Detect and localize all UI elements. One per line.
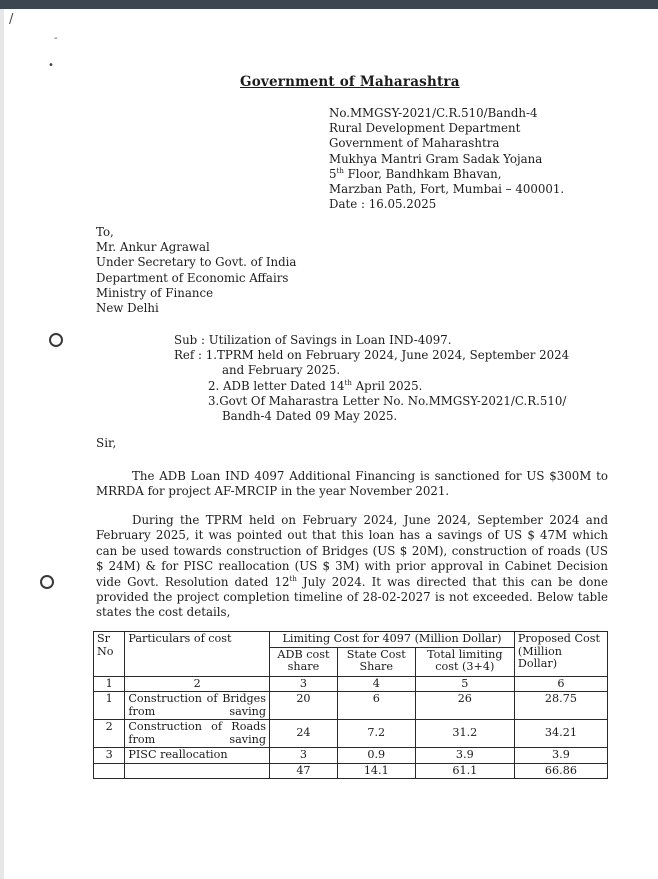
table-row	[94, 692, 608, 720]
table-cell	[125, 763, 270, 779]
ref-line-1: Ref : 1.TPRM held on February 2024, June 2024, September 2024	[174, 348, 570, 363]
recipient-department: Department of Economic Affairs	[96, 270, 289, 285]
dot-mark: -	[54, 33, 58, 44]
table-cell: 26	[415, 692, 514, 720]
ref-line-3b: Bandh-4 Dated 09 May 2025.	[222, 409, 398, 424]
table-cell: 5	[415, 676, 514, 692]
ref-line-1b: and February 2025.	[222, 363, 341, 378]
subject-block	[174, 333, 569, 424]
recipient-ministry: Ministry of Finance	[96, 285, 214, 300]
reference-block	[329, 106, 564, 212]
salutation: Sir,	[96, 436, 117, 450]
table-total-row	[94, 763, 608, 779]
header-particulars: Particulars of cost	[125, 632, 270, 677]
table-cell: 6	[337, 692, 415, 720]
table-cell: 24	[270, 720, 338, 748]
table-cell: 3.9	[514, 748, 607, 764]
government: Government of Maharashtra	[329, 136, 500, 151]
table-cell: Construction of Bridges from saving	[125, 692, 270, 720]
header-proposed-cost: Proposed Cost (Million Dollar)	[514, 632, 607, 677]
total-proposed: 66.86	[514, 763, 607, 779]
table-cell: Construction of Roads from saving	[125, 720, 270, 748]
pen-mark: /	[9, 12, 14, 27]
table-cell: PISC reallocation	[125, 748, 270, 764]
table-cell: 1	[94, 676, 125, 692]
table-cell: 2	[94, 720, 125, 748]
dot-mark: •	[48, 60, 54, 71]
table-cell: 20	[270, 692, 338, 720]
recipient-block	[96, 225, 296, 316]
table-cell	[94, 763, 125, 779]
table-row-numbering	[94, 676, 608, 692]
recipient-name: Mr. Ankur Agrawal	[96, 240, 210, 255]
table-cell: 31.2	[415, 720, 514, 748]
recipient-title: Under Secretary to Govt. of India	[96, 255, 297, 270]
table-row	[94, 748, 608, 764]
table-row	[94, 720, 608, 748]
ref-line-2: 2. ADB letter Dated 14th April 2025.	[208, 378, 423, 393]
header-total-limiting: Total limiting cost (3+4)	[415, 647, 514, 676]
table-cell: 6	[514, 676, 607, 692]
header-sr: Sr No	[94, 632, 125, 677]
table-cell: 2	[125, 676, 270, 692]
scan-top-edge	[0, 0, 658, 9]
letter-heading: Government of Maharashtra	[240, 74, 460, 90]
header-state-share: State Cost Share	[337, 647, 415, 676]
table-cell: 4	[337, 676, 415, 692]
table-cell: 3	[270, 676, 338, 692]
table-cell: 34.21	[514, 720, 607, 748]
ref-line-3: 3.Govt Of Maharastra Letter No. No.MMGSY-2021/C.R.510/	[208, 393, 567, 408]
table-cell: 7.2	[337, 720, 415, 748]
table-cell: 0.9	[337, 748, 415, 764]
letter-date: Date : 16.05.2025	[329, 197, 437, 212]
table-cell: 3	[270, 748, 338, 764]
recipient-city: New Delhi	[96, 301, 159, 316]
subject-line: Sub : Utilization of Savings in Loan IND-4097.	[174, 333, 452, 347]
punch-hole-icon	[40, 575, 54, 589]
punch-hole-icon	[49, 333, 63, 347]
scan-left-edge	[0, 9, 4, 879]
ref-number: No.MMGSY-2021/C.R.510/Bandh-4	[329, 106, 538, 120]
table-cell: 28.75	[514, 692, 607, 720]
total-adb: 47	[270, 763, 338, 779]
floor-address: 5th Floor, Bandhkam Bhavan,	[329, 166, 502, 181]
total-state: 14.1	[337, 763, 415, 779]
table-header-row	[94, 632, 608, 648]
street-address: Marzban Path, Fort, Mumbai – 400001.	[329, 182, 565, 197]
cost-table	[93, 631, 608, 779]
paragraph-loan: The ADB Loan IND 4097 Additional Financing is sanctioned for US $300M to MRRDA for project AF-MRCIP in the year November 2021.	[96, 469, 608, 499]
header-adb-share: ADB cost share	[270, 647, 338, 676]
table-cell: 3	[94, 748, 125, 764]
header-limiting-cost: Limiting Cost for 4097 (Million Dollar)	[270, 632, 515, 648]
paragraph-savings: During the TPRM held on February 2024, June 2024, September 2024 and February 2025, it was pointed out that this loan has a savings of US $ 47M which can be used towards construction of Bridges (US $ 20M), construction of roads (US $ 24M) & for PISC reallocation (US $ 3M) with prior approval in Cabinet Decision vide Govt. Resolution dated 12th July 2024. It was directed that this can be done provided the project completion timeline of 28-02-2027 is not exceeded. Below table states the cost details,	[96, 513, 608, 620]
total-limiting: 61.1	[415, 763, 514, 779]
table-cell: 3.9	[415, 748, 514, 764]
table-cell: 1	[94, 692, 125, 720]
to-label: To,	[96, 225, 114, 239]
scheme: Mukhya Mantri Gram Sadak Yojana	[329, 151, 543, 166]
department: Rural Development Department	[329, 121, 521, 136]
